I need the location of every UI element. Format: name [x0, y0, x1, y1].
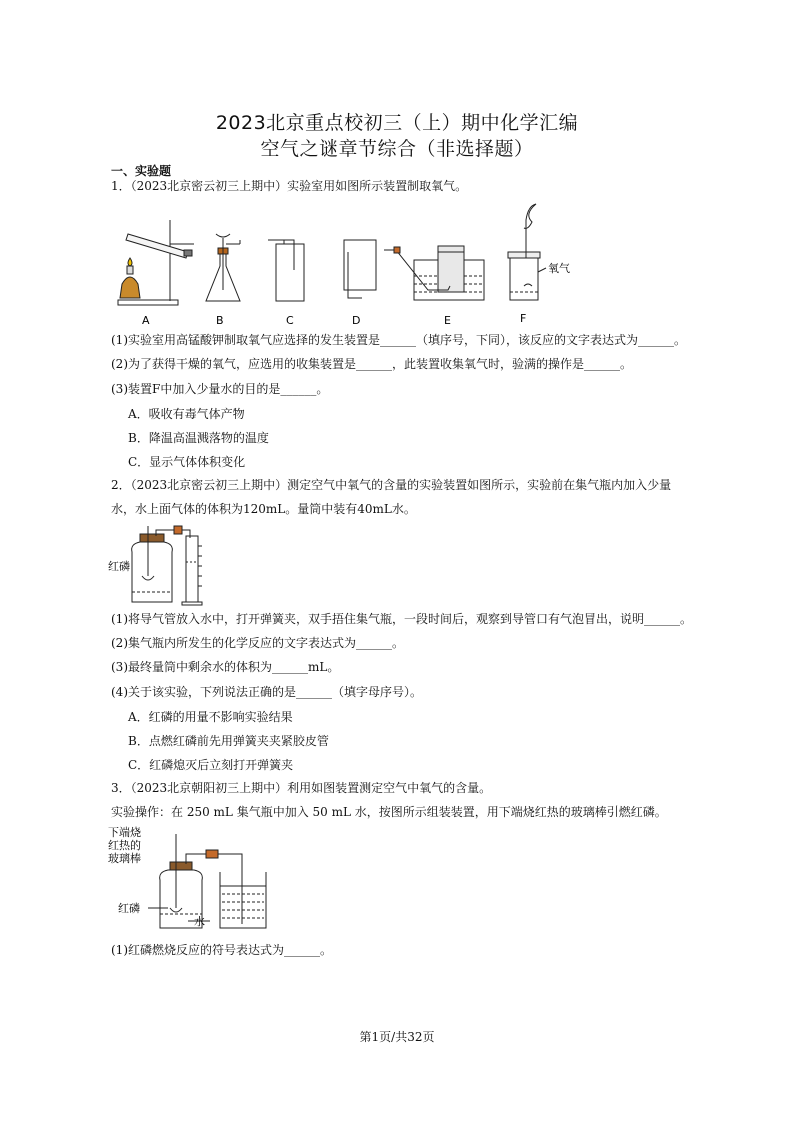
q1-option-a: A．吸收有毒气体产物 [128, 407, 245, 421]
q3-red-phosphorus-label: 红磷 [118, 902, 140, 915]
q2-item-4: (4)关于该实验，下列说法正确的是______（填字母序号）。 [111, 685, 423, 699]
gas-bottle-d [344, 240, 376, 290]
measuring-cylinder [186, 536, 198, 602]
q3-item-1: (1)红磷燃烧反应的符号表达式为______。 [111, 943, 332, 957]
q2-apparatus-figure [108, 522, 218, 604]
q1-item-2: (2)为了获得干燥的氧气，应选用的收集装置是______，此装置收集氧气时，验满的操作是______。 [111, 357, 633, 371]
q2-red-phosphorus-label: 红磷 [108, 560, 130, 573]
q2-stem-line-2: 水，水上面气体的体积为120mL。量筒中装有40mL水。 [111, 502, 416, 516]
q3-water-label: 水 [194, 915, 205, 928]
q3-rod-label-2: 红热的 [108, 839, 141, 852]
q1-label-c: C [286, 314, 294, 327]
q1-item-1: (1)实验室用高锰酸钾制取氧气应选择的发生装置是______（填序号，下同），该反应的文字表达式为______。 [111, 333, 687, 347]
q1-item-3: (3)装置F中加入少量水的目的是______。 [111, 382, 329, 396]
collecting-bottle [132, 542, 173, 602]
q1-label-f: F [520, 312, 527, 325]
section-heading: 一、实验题 [111, 164, 172, 178]
document-subtitle: 空气之谜章节综合（非选择题） [260, 138, 534, 160]
q2-stem-line-1: 2．（2023北京密云初三上期中）测定空气中氧气的含量的实验装置如图所示，实验前在集气瓶内加入少量 [111, 478, 672, 492]
q3-operation: 实验操作：在 250 mL 集气瓶中加入 50 mL 水，按图所示组装装置，用下端烧红热的玻璃棒引燃红磷。 [111, 805, 667, 819]
q2-option-a: A．红磷的用量不影响实验结果 [128, 710, 293, 724]
q3-rod-label-1: 下端烧 [108, 826, 141, 839]
q2-item-1: (1)将导气管放入水中，打开弹簧夹，双手捂住集气瓶，一段时间后，观察到导管口有气泡冒出，说明______。 [111, 612, 693, 626]
q3-stem: 3．（2023北京朝阳初三上期中）利用如图装置测定空气中氧气的含量。 [111, 781, 492, 795]
q2-option-b: B．点燃红磷前先用弹簧夹夹紧胶皮管 [128, 734, 329, 748]
q2-item-2: (2)集气瓶内所发生的化学反应的文字表达式为______。 [111, 636, 404, 650]
q1-stem: 1．（2023北京密云初三上期中）实验室用如图所示装置制取氧气。 [111, 179, 468, 193]
beaker [220, 872, 266, 928]
test-tube [126, 234, 188, 258]
q2-option-c: C．红磷熄灭后立刻打开弹簧夹 [128, 758, 294, 772]
q2-item-3: (3)最终量筒中剩余水的体积为______mL。 [111, 660, 340, 674]
document-title: 2023北京重点校初三（上）期中化学汇编 [215, 112, 579, 134]
gas-bottle-c [276, 244, 304, 301]
q1-label-d: D [352, 314, 361, 327]
stand-base [118, 300, 178, 305]
alcohol-lamp [120, 277, 140, 298]
q1-label-a: A [142, 314, 150, 327]
q1-apparatus-figure [108, 200, 578, 327]
gas-bottle-f [510, 258, 538, 300]
q3-apparatus-figure [108, 824, 278, 934]
q1-option-b: B．降温高温溅落物的温度 [128, 431, 269, 445]
q1-oxygen-label: 氧气 [548, 262, 570, 275]
q1-label-e: E [444, 314, 451, 327]
q1-label-b: B [216, 314, 224, 327]
page-footer: 第1页/共32页 [359, 1030, 435, 1044]
q3-rod-label-3: 玻璃棒 [108, 852, 141, 865]
q1-option-c: C．显示气体体积变化 [128, 455, 246, 469]
